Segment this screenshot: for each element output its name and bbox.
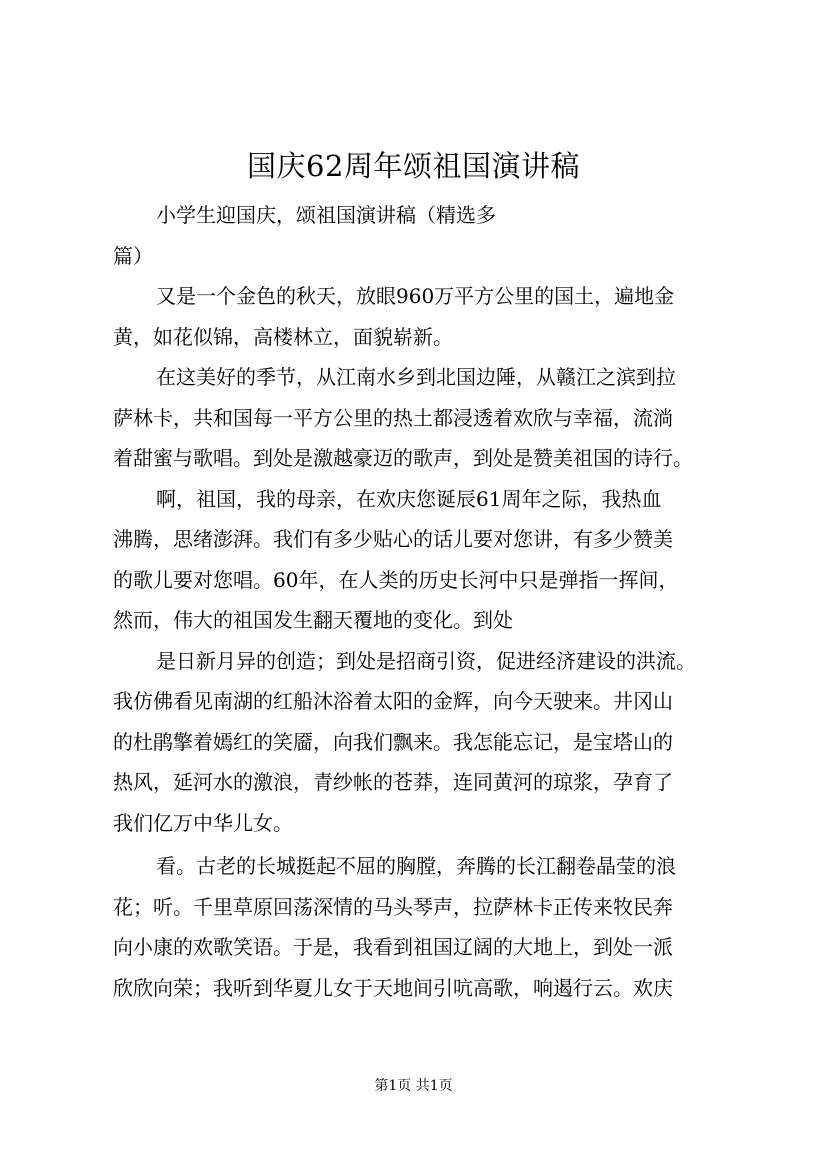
paragraph-line: 我仿佛看见南湖的红船沐浴着太阳的金辉，向今天驶来。井冈山 bbox=[113, 689, 673, 713]
paragraph-line: 花；听。千里草原回荡深情的马头琴声，拉萨林卡正传来牧民奔 bbox=[113, 894, 673, 919]
paragraph-line: 又是一个金色的秋天，放眼960万平方公里的国土，遍地金 bbox=[156, 284, 675, 308]
paragraph-line: 沸腾，思绪澎湃。我们有多少贴心的话儿要对您讲，有多少赞美 bbox=[113, 527, 673, 551]
paragraph-line: 的歌儿要对您唱。60年，在人类的历史长河中只是弹指一挥间， bbox=[113, 567, 679, 592]
paragraph-line: 然而，伟大的祖国发生翻天覆地的变化。到处 bbox=[113, 608, 513, 632]
paragraph-line: 欣欣向荣；我听到华夏儿女于天地间引吭高歌，响遏行云。欢庆 bbox=[113, 975, 673, 1000]
paragraph-line: 萨林卡，共和国每一平方公里的热土都浸透着欢欣与幸福，流淌 bbox=[113, 405, 673, 430]
paragraph-line: 看。古老的长城挺起不屈的胸膛，奔腾的长江翻卷晶莹的浪 bbox=[156, 854, 676, 878]
paragraph-line: 的杜鹃擎着嫣红的笑靥，向我们飘来。我怎能忘记，是宝塔山的 bbox=[113, 729, 673, 754]
paragraph-line: 在这美好的季节，从江南水乡到北国边陲，从赣江之滨到拉 bbox=[156, 365, 676, 389]
document-title: 国庆62周年颂祖国演讲稿 bbox=[247, 149, 580, 183]
paragraph-line: 热风，延河水的激浪，青纱帐的苍莽，连同黄河的琼浆，孕育了 bbox=[113, 770, 673, 794]
paragraph-line: 着甜蜜与歌唱。到处是激越豪迈的歌声，到处是赞美祖国的诗行。 bbox=[113, 446, 693, 470]
paragraph-line: 黄，如花似锦，高楼林立，面貌崭新。 bbox=[113, 324, 453, 349]
subtitle-line: 小学生迎国庆，颂祖国演讲稿（精选多 bbox=[156, 203, 496, 227]
paragraph-line: 我们亿万中华儿女。 bbox=[113, 810, 293, 835]
paragraph-line: 是日新月异的创造；到处是招商引资，促进经济建设的洪流。 bbox=[156, 648, 696, 673]
subtitle-line: 篇） bbox=[113, 243, 153, 268]
paragraph-line: 啊，祖国，我的母亲，在欢庆您诞辰61周年之际，我热血 bbox=[156, 486, 662, 511]
paragraph-line: 向小康的欢歌笑语。于是，我看到祖国辽阔的大地上，到处一派 bbox=[113, 935, 673, 959]
page-number-footer: 第1页 共1页 bbox=[374, 1078, 453, 1094]
document-body bbox=[113, 195, 733, 1008]
